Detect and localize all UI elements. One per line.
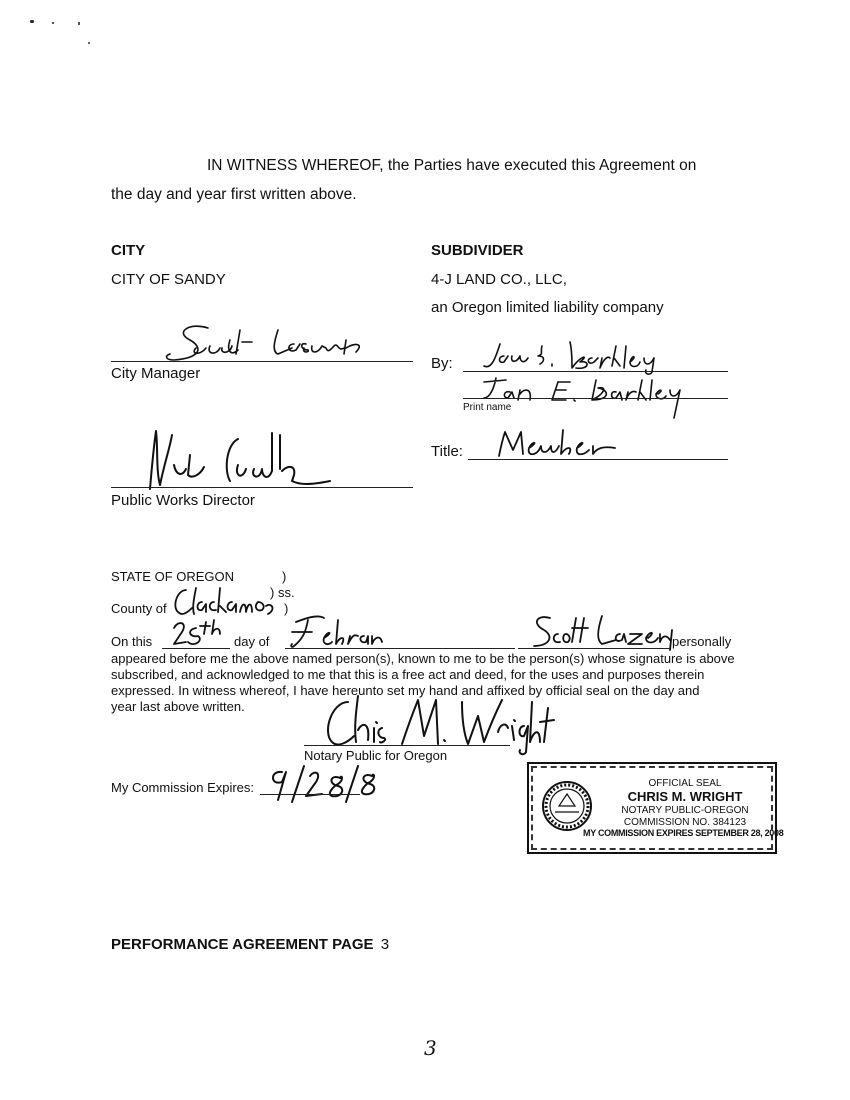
county-handwriting [168, 584, 280, 618]
subdivider-signature-line [463, 371, 728, 372]
city-name: CITY OF SANDY [111, 271, 226, 288]
notary-body-line-3: expressed. In witness whereof, I have hereunto set my hand and affixed by official seal on the day and [111, 683, 700, 698]
title-label: Title: [431, 443, 463, 460]
title-line [468, 459, 728, 460]
title-handwriting [493, 428, 623, 462]
print-name-handwriting [478, 374, 698, 424]
scan-speck [30, 20, 34, 23]
day-line [162, 648, 230, 649]
commission-label: My Commission Expires: [111, 780, 255, 795]
city-manager-label: City Manager [111, 365, 201, 382]
notary-public-label: Notary Public for Oregon [304, 748, 448, 763]
city-heading: CITY [111, 242, 146, 259]
notary-ss: ) ss. [270, 585, 295, 600]
notary-body-line-2: subscribed, and acknowledged to me that this is a free act and deed, for the uses and purposes therein [111, 667, 705, 682]
subdivider-signature [480, 336, 670, 376]
subdivider-description: an Oregon limited liability company [431, 299, 664, 316]
witness-line-2: the day and year first written above. [111, 186, 357, 203]
footer-page-number: 3 [380, 936, 390, 953]
witness-line-1: IN WITNESS WHEREOF, the Parties have executed this Agreement on [207, 157, 697, 174]
notary-body-line-1: appeared before me the above named person(s), known to me to be the person(s) whose signature is above [111, 651, 735, 666]
notary-state: STATE OF OREGON [111, 569, 235, 584]
footer-title-text: PERFORMANCE AGREEMENT PAGE [111, 936, 374, 953]
notary-paren-1: ) [282, 569, 287, 584]
public-works-director-signature-line [111, 487, 413, 488]
state-seal-emblem [541, 780, 593, 832]
personally-label: personally [672, 634, 732, 649]
commission-line [260, 794, 360, 795]
subdivider-name: 4-J LAND CO., LLC, [431, 271, 567, 288]
public-works-director-signature [130, 425, 340, 495]
official-seal [527, 762, 784, 854]
by-label: By: [431, 355, 453, 372]
scan-speck [52, 22, 54, 24]
county-label: County of [111, 601, 167, 616]
on-this-label: On this [111, 634, 153, 649]
scan-speck [88, 42, 90, 44]
day-of-label: day of [234, 634, 270, 649]
person-handwriting [528, 610, 678, 656]
day-handwriting [170, 618, 238, 652]
notary-signature-line [304, 745, 510, 746]
footer-title [111, 936, 389, 954]
month-line [285, 648, 515, 649]
scan-speck [78, 22, 80, 25]
public-works-director-label: Public Works Director [111, 492, 255, 509]
seal-line-3: MY COMMISSION EXPIRES SEPTEMBER 28, 2008 [583, 828, 784, 838]
commission-handwriting [264, 764, 384, 804]
subdivider-heading: SUBDIVIDER [431, 242, 524, 259]
handwritten-page-number: 3 [424, 1036, 437, 1060]
print-name-label: Print name [463, 402, 512, 413]
city-manager-signature-line [111, 361, 413, 362]
notary-body-line-4: year last above written. [111, 699, 245, 714]
seal-line-2: COMMISSION NO. 384123 [623, 817, 747, 828]
person-line [518, 648, 670, 649]
seal-line-1: NOTARY PUBLIC-OREGON [621, 805, 749, 816]
seal-title: OFFICIAL SEAL [648, 778, 722, 789]
notary-paren-2: ) [284, 601, 289, 616]
print-name-line [463, 398, 728, 399]
seal-name: CHRIS M. WRIGHT [627, 789, 743, 804]
